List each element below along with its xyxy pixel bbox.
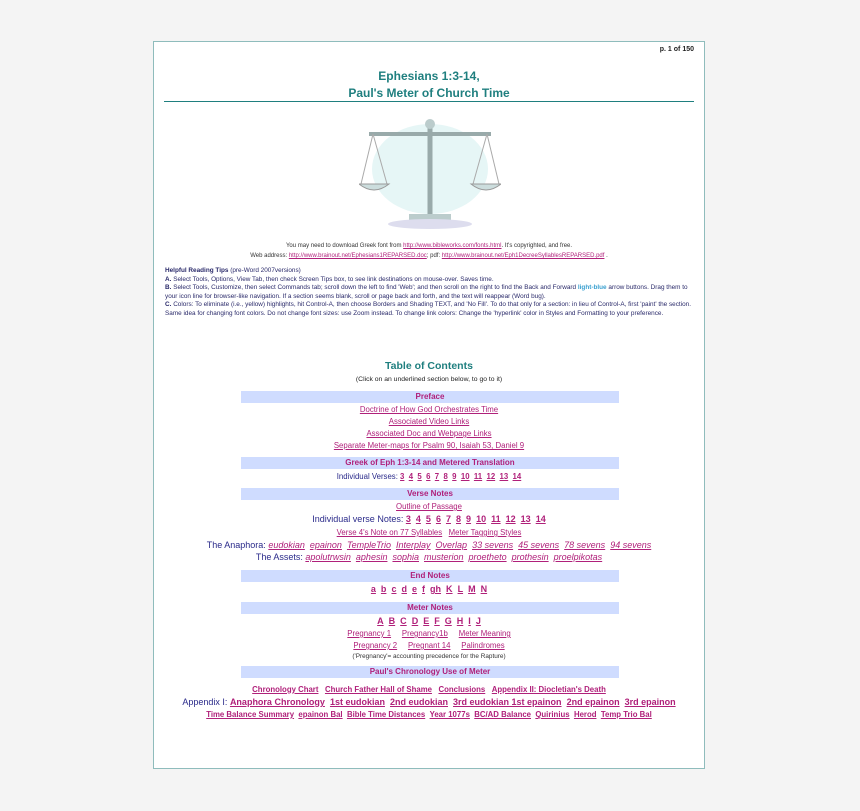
- chronology-link[interactable]: Conclusions: [438, 685, 486, 694]
- toc-link[interactable]: Verse 4's Note on 77 Syllables: [336, 528, 443, 537]
- meter-link[interactable]: Pregnancy1b: [401, 629, 448, 638]
- verse-note-link[interactable]: 11: [491, 514, 501, 524]
- meter-row-2: [154, 640, 704, 651]
- verse-note-link[interactable]: 4: [415, 514, 421, 524]
- end-note-link[interactable]: M: [468, 584, 476, 594]
- verse-notes-section-bar[interactable]: Verse Notes: [241, 488, 619, 500]
- asset-link[interactable]: apolutrwsin: [305, 552, 351, 562]
- end-note-link[interactable]: f: [422, 584, 426, 594]
- chronology-link[interactable]: Quirinius: [535, 710, 570, 719]
- reading-tips: Helpful Reading Tips (pre-Word 2007versions) A. Select Tools, Options, View Tab, then check Screen Tips box, to see link destinations on mouse-over. Saves time. B. Select Tools, Customize, then select Commands tab; scroll down the left to find 'Web'; and then scroll on the right to find the Back and Forward light-blue arrow buttons. Drag them to your icon line for browser-like navigation. If a section seems blank, scroll or page back and forth, and the text will reappear (Word bug). C. Colors: To eliminate (i.e., yellow) highlights, hit Control-A, then choose Borders and Shading TEXT, and 'No Fill'. To do that only for a section: in lieu of Control-A, first 'paint' the section. Same idea for changing font colors. Do not change font sizes: use Zoom instead. To change link colors: Change the 'hyperlink' color in Styles and Formatting to your preference.: [165, 267, 691, 317]
- end-note-link[interactable]: b: [380, 584, 387, 594]
- chronology-link[interactable]: 3rd epainon: [624, 697, 676, 707]
- end-note-links: [371, 584, 487, 594]
- end-note-link[interactable]: c: [391, 584, 397, 594]
- verse-link[interactable]: 9: [452, 472, 457, 481]
- asset-link[interactable]: musterion: [424, 552, 464, 562]
- toc-link-row: [154, 404, 704, 415]
- meter-note-link[interactable]: G: [444, 616, 452, 626]
- verse-link[interactable]: 10: [460, 472, 470, 481]
- chronology-link[interactable]: Time Balance Summary: [206, 710, 295, 719]
- meter-link[interactable]: Pregnancy 1: [347, 629, 392, 638]
- verse-link[interactable]: 3: [400, 472, 405, 481]
- chronology-link[interactable]: 1st eudokian: [329, 697, 385, 707]
- chronology-link[interactable]: 2nd epainon: [566, 697, 620, 707]
- verse-note-link[interactable]: 9: [466, 514, 472, 524]
- title-divider: [164, 101, 694, 102]
- anaphora-link[interactable]: Overlap: [435, 540, 468, 550]
- anaphora-link[interactable]: Interplay: [395, 540, 431, 550]
- verse-link[interactable]: 7: [434, 472, 440, 481]
- end-note-link[interactable]: L: [457, 584, 464, 594]
- end-note-link[interactable]: e: [411, 584, 417, 594]
- pregnancy-note: ('Pregnancy'= accounting precedence for the Rapture): [352, 653, 506, 660]
- chronology-row-1: [154, 684, 704, 695]
- verse-notes-row: Individual verse Notes: 3 4 5 6 7 8 9 10 11 12 13 14: [312, 514, 546, 524]
- toc-link-row: [154, 501, 704, 512]
- meter-note-link[interactable]: I: [468, 616, 471, 626]
- verse-note-link[interactable]: 13: [520, 514, 531, 524]
- anaphora-link[interactable]: 45 sevens: [518, 540, 560, 550]
- chronology-link[interactable]: Temp Trio Bal: [600, 710, 652, 719]
- meter-link[interactable]: Pregnant 14: [407, 641, 451, 650]
- chronology-link[interactable]: 2nd eudokian: [389, 697, 448, 707]
- end-note-link[interactable]: K: [446, 584, 453, 594]
- toc-link-row: [154, 428, 704, 439]
- asset-link[interactable]: proetheto: [468, 552, 507, 562]
- greek-section-bar[interactable]: Greek of Eph 1:3-14 and Metered Translation: [241, 457, 619, 469]
- meter-note-link[interactable]: H: [456, 616, 464, 626]
- verse-note-link[interactable]: 10: [476, 514, 487, 524]
- meter-note-link[interactable]: C: [400, 616, 407, 626]
- end-note-link[interactable]: gh: [430, 584, 442, 594]
- assets-row: The Assets: apolutrwsin aphesin sophia musterion proetheto prothesin proelpikotas: [255, 552, 603, 562]
- chronology-link[interactable]: Chronology Chart: [252, 685, 319, 694]
- anaphora-link[interactable]: TempleTrio: [346, 540, 391, 550]
- verse-note-link[interactable]: 5: [425, 514, 431, 524]
- title-line-1: Ephesians 1:3-14,: [378, 69, 480, 83]
- page-number: p. 1 of 150: [659, 46, 694, 53]
- verse-link[interactable]: 12: [486, 472, 496, 481]
- end-notes-section-bar[interactable]: End Notes: [241, 570, 619, 582]
- anaphora-link[interactable]: 94 sevens: [610, 540, 652, 550]
- verse-note-link[interactable]: 8: [456, 514, 462, 524]
- meter-note-link[interactable]: F: [434, 616, 440, 626]
- chronology-link[interactable]: 3rd eudokian 1st epainon: [453, 697, 562, 707]
- verse-link[interactable]: 14: [512, 472, 522, 481]
- title-line-2: Paul's Meter of Church Time: [348, 86, 510, 100]
- verse-note-link[interactable]: 14: [535, 514, 546, 524]
- verse-note-links: [406, 514, 546, 524]
- verse-link[interactable]: 6: [426, 472, 431, 481]
- toc-link-row: [154, 440, 704, 451]
- toc-link[interactable]: Meter Tagging Styles: [448, 528, 522, 537]
- verse-link[interactable]: 4: [408, 472, 414, 481]
- tip-c: Colors: To eliminate (i.e., yellow) highlights, hit Control-A, then choose Borders and Shading TEXT, and 'No Fill'. To do that only for a section: in lieu of Control-A, first 'paint' the section. Same idea for changing font colors. Do not change font sizes: use Zoom instead. To change link colors: Change the 'hyperlink' color in Styles and Formatting to your preference.: [165, 301, 691, 317]
- chronology-link[interactable]: Year 1077s: [429, 710, 470, 719]
- anaphora-link[interactable]: 33 sevens: [472, 540, 514, 550]
- anaphora-links: [268, 540, 651, 550]
- verse-note-link[interactable]: 12: [505, 514, 516, 524]
- end-note-link[interactable]: N: [480, 584, 488, 594]
- meter-note-link[interactable]: B: [388, 616, 396, 626]
- tip-a: Select Tools, Options, View Tab, then check Screen Tips box, to see link destinations on mouse-over. Saves time.: [173, 275, 494, 283]
- scales-of-justice-image: [359, 114, 501, 232]
- meter-note-link[interactable]: D: [411, 616, 419, 626]
- verse-note-link[interactable]: 7: [445, 514, 451, 524]
- chronology-section-bar[interactable]: Paul's Chronology Use of Meter: [241, 666, 619, 678]
- document-page: [153, 41, 705, 769]
- verse-link[interactable]: 8: [443, 472, 448, 481]
- meter-notes-section-bar[interactable]: Meter Notes: [241, 602, 619, 614]
- verse-link[interactable]: 11: [473, 472, 483, 481]
- verse-note-link[interactable]: 6: [435, 514, 441, 524]
- chronology-row-2: Appendix I: Anaphora Chronology 1st eudokian 2nd eudokian 3rd eudokian 1st epainon 2nd epainon 3rd epainon: [182, 697, 676, 707]
- chronology-link[interactable]: Church Father Hall of Shame: [324, 685, 432, 694]
- meter-letters-row: [154, 616, 704, 627]
- asset-link[interactable]: sophia: [392, 552, 419, 562]
- verse-link[interactable]: 13: [499, 472, 509, 481]
- chronology-link[interactable]: Bible Time Distances: [346, 710, 426, 719]
- asset-link[interactable]: aphesin: [355, 552, 388, 562]
- chronology-link[interactable]: Anaphora Chronology: [229, 697, 325, 707]
- verse-note-link[interactable]: 3: [405, 514, 411, 524]
- meter-note-links: [377, 616, 481, 626]
- chronology-link[interactable]: Herod: [573, 710, 597, 719]
- web-pdf-link[interactable]: http://www.brainout.net/Eph1DecreeSyllablesREPARSED.pdf: [441, 253, 605, 259]
- chronology-row-3: [154, 709, 704, 720]
- meter-note-link[interactable]: A: [377, 616, 384, 626]
- web-doc-link[interactable]: http://www.brainout.net/Ephesians1REPARSED.doc: [288, 253, 427, 259]
- toc-link[interactable]: Associated Doc and Webpage Links: [366, 429, 492, 438]
- anaphora-link[interactable]: 78 sevens: [564, 540, 606, 550]
- toc-link[interactable]: Associated Video Links: [388, 417, 470, 426]
- asset-link[interactable]: prothesin: [511, 552, 549, 562]
- meter-row-1: [154, 628, 704, 639]
- meter-link[interactable]: Pregnancy 2: [353, 641, 398, 650]
- end-notes-row: [154, 584, 704, 595]
- preface-section-bar[interactable]: Preface: [241, 391, 619, 403]
- toc-link[interactable]: Separate Meter-maps for Psalm 90, Isaiah 53, Daniel 9: [333, 441, 525, 450]
- anaphora-link[interactable]: epainon: [309, 540, 342, 550]
- anaphora-link[interactable]: eudokian: [268, 540, 305, 550]
- meter-note-link[interactable]: J: [475, 616, 481, 626]
- toc-link-row: [154, 416, 704, 427]
- outline-link[interactable]: Outline of Passage: [396, 502, 462, 511]
- verse-links: [400, 472, 521, 481]
- toc-heading: Table of Contents: [385, 360, 473, 372]
- font-download-line: You may need to download Greek font from http://www.bibleworks.com/fonts.html. It's copyrighted, and free.: [285, 243, 573, 249]
- individual-verses-row: Individual Verses: 3 4 5 6 7 8 9 10 11 12 13 14: [336, 472, 522, 481]
- meter-link[interactable]: Meter Meaning: [458, 629, 511, 638]
- meter-link[interactable]: Palindromes: [461, 641, 505, 650]
- document-title: [154, 68, 704, 102]
- end-note-link[interactable]: a: [370, 584, 376, 594]
- meter-note-link[interactable]: E: [423, 616, 430, 626]
- chronology-link[interactable]: epainon Bal: [298, 710, 343, 719]
- chronology-link[interactable]: Appendix II: Diocletian's Death: [491, 685, 606, 694]
- web-address-line: Web address: http://www.brainout.net/Ephesians1REPARSED.doc; pdf: http://www.brainout.net/Eph1DecreeSyllablesREPARSED.pdf .: [250, 253, 608, 259]
- asset-link[interactable]: proelpikotas: [553, 552, 603, 562]
- assets-links: [305, 552, 602, 562]
- toc-link[interactable]: Doctrine of How God Orchestrates Time: [359, 405, 499, 414]
- toc-subtitle: (Click on an underlined section below, to go to it): [355, 376, 503, 383]
- font-download-link[interactable]: http://www.bibleworks.com/fonts.html: [403, 243, 502, 249]
- anaphora-row: The Anaphora: eudokian epainon TempleTrio Interplay Overlap 33 sevens 45 sevens 78 sevens 94 sevens: [206, 540, 652, 550]
- tip-b: Select Tools, Customize, then select Commands tab; scroll down the left to find 'Web'; and then scroll on the right to find the Back and Forward: [173, 284, 577, 292]
- chronology-link[interactable]: BC/AD Balance: [474, 710, 532, 719]
- tips-heading: Helpful Reading Tips: [165, 267, 229, 274]
- note-links-row: [154, 527, 704, 538]
- verse-link[interactable]: 5: [417, 472, 422, 481]
- end-note-link[interactable]: d: [401, 584, 407, 594]
